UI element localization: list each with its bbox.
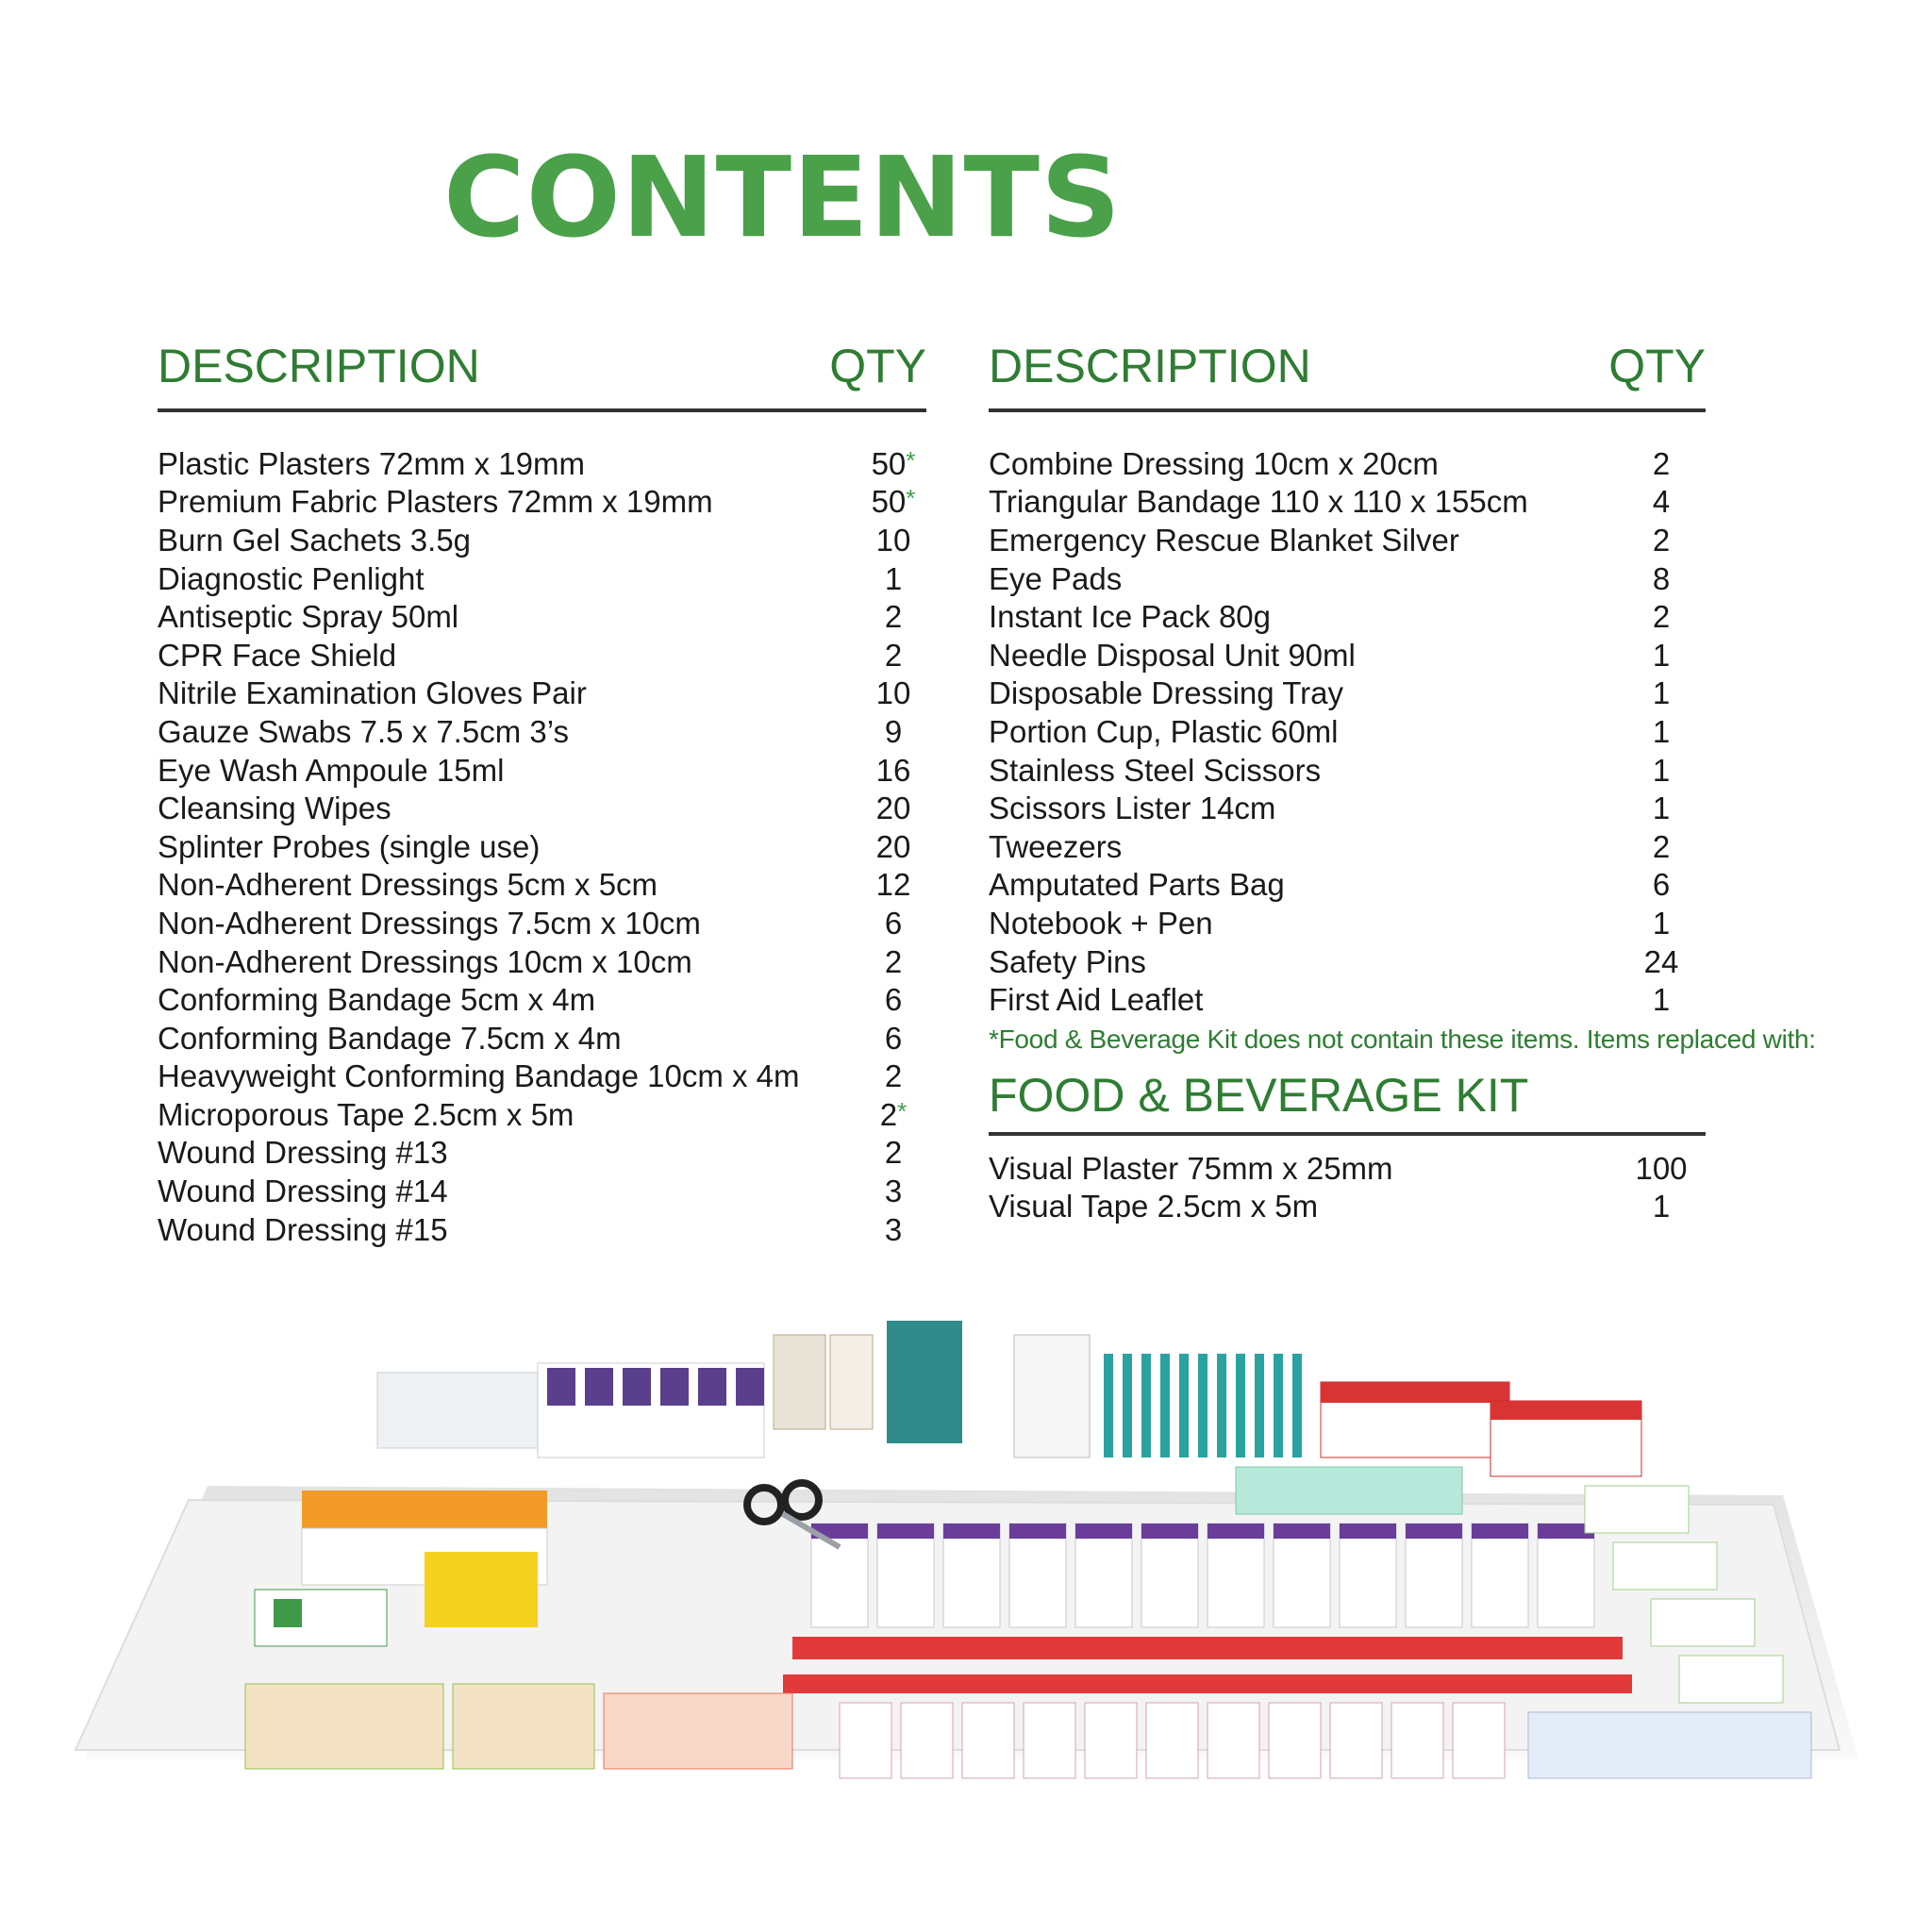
item-description: Emergency Rescue Blanket Silver: [989, 522, 1459, 558]
item-quantity: [860, 1175, 926, 1207]
quantity-value: 20: [875, 791, 911, 826]
item-quantity: [860, 905, 926, 941]
quantity-value: 1: [1652, 752, 1671, 788]
item-description: Microporous Tape 2.5cm x 5m: [158, 1096, 575, 1132]
item-quantity: [1617, 713, 1706, 749]
list-item: [989, 942, 1706, 981]
list-item: [989, 636, 1706, 675]
qty-header: QTY: [829, 340, 926, 392]
item-description: Conforming Bandage 5cm x 4m: [158, 982, 596, 1018]
list-item: [989, 675, 1706, 713]
list-item: [158, 483, 926, 522]
item-quantity: [1617, 752, 1706, 788]
item-quantity: [860, 713, 926, 749]
list-item: [989, 521, 1706, 559]
footnote: *Food & Beverage Kit does not contain these items. Items replaced with:: [989, 1024, 1816, 1054]
table-header: [158, 335, 926, 412]
list-item: [158, 712, 926, 751]
quantity-value: 3: [884, 1211, 903, 1247]
quantity-value: 2: [884, 599, 903, 635]
footnote-marker: *: [897, 1096, 908, 1125]
food-kit-list: [989, 1149, 1706, 1225]
quantity-value: 2: [1652, 599, 1671, 635]
quantity-value: 100: [1635, 1150, 1688, 1186]
item-description: Premium Fabric Plasters 72mm x 19mm: [158, 484, 713, 520]
quantity-value: 2: [1652, 445, 1671, 481]
item-description: Eye Wash Ampoule 15ml: [158, 752, 505, 788]
item-quantity: [860, 560, 926, 596]
item-description: Stainless Steel Scissors: [989, 752, 1322, 788]
quantity-value: 3: [884, 1174, 903, 1209]
item-list: [989, 444, 1706, 1019]
list-item: [158, 1172, 926, 1210]
quantity-value: 2: [879, 1096, 898, 1132]
item-quantity: [860, 1020, 926, 1056]
quantity-value: 2: [884, 637, 903, 673]
item-description: Burn Gel Sachets 3.5g: [158, 522, 472, 558]
item-quantity: [1617, 1150, 1706, 1186]
qty-header: QTY: [1608, 340, 1706, 392]
item-description: Non-Adherent Dressings 10cm x 10cm: [158, 943, 692, 979]
item-description: Scissors Lister 14cm: [989, 791, 1276, 826]
item-quantity: [1617, 905, 1706, 941]
page-title: CONTENTS: [443, 132, 1122, 262]
item-description: Splinter Probes (single use): [158, 828, 541, 864]
item-description: Eye Pads: [989, 560, 1123, 596]
quantity-value: 1: [1652, 905, 1671, 941]
list-item: [158, 980, 926, 1019]
quantity-value: 50: [871, 484, 907, 520]
item-quantity: [860, 599, 926, 635]
list-item: [158, 597, 926, 636]
item-quantity: [860, 1058, 926, 1094]
list-item: [989, 866, 1706, 905]
list-item: [989, 827, 1706, 866]
item-quantity: [860, 792, 926, 824]
item-quantity: [860, 445, 926, 481]
quantity-value: 6: [884, 905, 903, 941]
item-description: Notebook + Pen: [989, 905, 1213, 941]
list-item: [989, 1188, 1706, 1226]
quantity-value: 2: [884, 943, 903, 979]
item-description: First Aid Leaflet: [989, 982, 1204, 1018]
item-quantity: [1617, 484, 1706, 520]
description-header: DESCRIPTION: [989, 340, 1311, 392]
item-description: Triangular Bandage 110 x 110 x 155cm: [989, 484, 1528, 520]
list-item: [989, 980, 1706, 1019]
quantity-value: 2: [1652, 522, 1671, 558]
footnote-marker: *: [906, 445, 916, 475]
food-kit-title: FOOD & BEVERAGE KIT: [989, 1072, 1706, 1136]
list-item: [158, 789, 926, 827]
quantity-value: 6: [884, 1020, 903, 1056]
list-item: [158, 904, 926, 942]
item-quantity: [1617, 943, 1706, 979]
list-item: [989, 751, 1706, 790]
item-quantity: [860, 1135, 926, 1171]
quantity-value: 2: [884, 1135, 903, 1171]
table-header: [989, 335, 1706, 412]
item-description: Visual Tape 2.5cm x 5m: [989, 1189, 1319, 1224]
item-description: Conforming Bandage 7.5cm x 4m: [158, 1020, 622, 1056]
item-quantity: [1617, 445, 1706, 481]
quantity-value: 4: [1652, 484, 1671, 520]
item-quantity: [1617, 560, 1706, 596]
item-quantity: [1617, 675, 1706, 711]
list-item: [989, 483, 1706, 522]
item-quantity: [860, 1211, 926, 1247]
list-item: [989, 444, 1706, 483]
item-description: Amputated Parts Bag: [989, 867, 1285, 903]
list-item: [989, 559, 1706, 598]
quantity-value: 1: [1652, 713, 1671, 749]
item-quantity: [860, 867, 926, 903]
list-item: [989, 1149, 1706, 1188]
list-item: [158, 866, 926, 905]
quantity-value: 8: [1652, 560, 1671, 596]
quantity-value: 2: [884, 1058, 903, 1094]
list-item: [158, 636, 926, 675]
item-quantity: [860, 982, 926, 1018]
contents-table-left: [158, 335, 926, 1248]
item-list: [158, 444, 926, 1248]
item-description: Antiseptic Spray 50ml: [158, 599, 459, 635]
list-item: [158, 751, 926, 790]
item-quantity: [860, 522, 926, 558]
item-quantity: [1617, 1191, 1706, 1222]
item-description: Disposable Dressing Tray: [989, 675, 1343, 711]
item-quantity: [1617, 637, 1706, 673]
item-description: Portion Cup, Plastic 60ml: [989, 713, 1339, 749]
item-description: Wound Dressing #15: [158, 1211, 448, 1247]
quantity-value: 2: [1652, 828, 1671, 864]
list-item: [158, 1058, 926, 1096]
list-item: [158, 675, 926, 713]
item-quantity: [1617, 982, 1706, 1018]
quantity-value: 1: [1652, 637, 1671, 673]
item-description: Cleansing Wipes: [158, 791, 391, 826]
list-item: [158, 827, 926, 866]
item-description: Needle Disposal Unit 90ml: [989, 637, 1356, 673]
item-description: Combine Dressing 10cm x 20cm: [989, 445, 1439, 481]
item-quantity: [860, 637, 926, 673]
quantity-value: 9: [884, 713, 903, 749]
item-description: Wound Dressing #13: [158, 1135, 448, 1171]
list-item: [158, 942, 926, 981]
item-quantity: [1617, 867, 1706, 903]
kit-contents-photo: [57, 1316, 1877, 1788]
item-description: Gauze Swabs 7.5 x 7.5cm 3’s: [158, 713, 569, 749]
list-item: [158, 559, 926, 598]
quantity-value: 1: [884, 560, 903, 596]
list-item: [158, 1095, 926, 1134]
item-quantity: [860, 484, 926, 520]
quantity-value: 24: [1643, 943, 1679, 979]
quantity-value: 50: [871, 445, 907, 481]
contents-table-right: [989, 335, 1816, 1225]
item-quantity: [1617, 522, 1706, 558]
quantity-value: 10: [875, 675, 911, 711]
list-item: [158, 444, 926, 483]
footnote-marker: *: [906, 484, 916, 513]
quantity-value: 1: [1652, 675, 1671, 711]
item-description: Safety Pins: [989, 943, 1146, 979]
quantity-value: 20: [875, 828, 911, 864]
description-header: DESCRIPTION: [158, 340, 480, 392]
quantity-value: 1: [1652, 791, 1671, 826]
item-quantity: [860, 675, 926, 711]
item-description: Instant Ice Pack 80g: [989, 599, 1272, 635]
item-quantity: [860, 1096, 926, 1132]
list-item: [989, 712, 1706, 751]
item-description: Non-Adherent Dressings 5cm x 5cm: [158, 867, 658, 903]
item-description: Nitrile Examination Gloves Pair: [158, 675, 587, 711]
quantity-value: 1: [1652, 1189, 1671, 1224]
item-quantity: [860, 828, 926, 864]
list-item: [989, 904, 1706, 942]
item-description: Non-Adherent Dressings 7.5cm x 10cm: [158, 905, 701, 941]
item-description: Plastic Plasters 72mm x 19mm: [158, 445, 585, 481]
item-description: CPR Face Shield: [158, 637, 397, 673]
item-quantity: [860, 943, 926, 979]
item-quantity: [1617, 599, 1706, 635]
quantity-value: 1: [1652, 982, 1671, 1018]
quantity-value: 12: [875, 867, 911, 903]
item-description: Diagnostic Penlight: [158, 560, 425, 596]
item-quantity: [1617, 792, 1706, 824]
item-description: Visual Plaster 75mm x 25mm: [989, 1150, 1393, 1186]
item-description: Wound Dressing #14: [158, 1174, 448, 1209]
list-item: [989, 597, 1706, 636]
item-description: Heavyweight Conforming Bandage 10cm x 4m: [158, 1058, 800, 1094]
item-description: Tweezers: [989, 828, 1123, 864]
quantity-value: 16: [875, 752, 911, 788]
list-item: [158, 521, 926, 559]
quantity-value: 6: [1652, 867, 1671, 903]
list-item: [158, 1134, 926, 1173]
quantity-value: 6: [884, 982, 903, 1018]
item-quantity: [860, 752, 926, 788]
quantity-value: 10: [875, 522, 911, 558]
list-item: [989, 789, 1706, 827]
list-item: [158, 1210, 926, 1249]
item-quantity: [1617, 828, 1706, 864]
list-item: [158, 1019, 926, 1058]
